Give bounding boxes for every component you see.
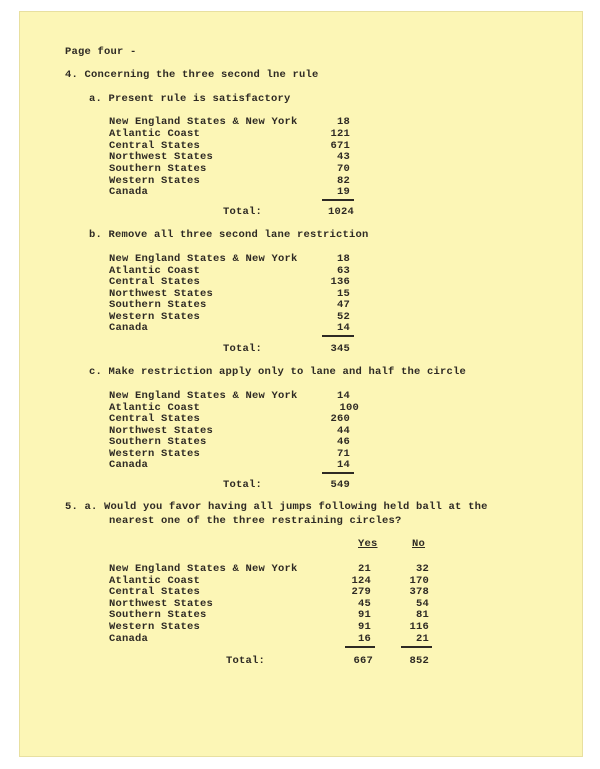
col-header-no: No	[412, 538, 426, 550]
total-value: 345	[330, 343, 350, 355]
yes-value: 91	[357, 609, 371, 621]
table-row-label: Canada	[109, 186, 149, 198]
yes-value: 16	[357, 633, 371, 645]
no-value: 378	[409, 586, 429, 598]
yes-value: 21	[357, 563, 371, 575]
total-label: Total:	[226, 655, 266, 667]
q4a-heading: a. Present rule is satisfactory	[89, 93, 291, 105]
total-label: Total:	[223, 343, 263, 355]
document-page	[20, 12, 582, 756]
table-row-value: 63	[336, 265, 350, 277]
no-value: 32	[415, 563, 429, 575]
table-row-value: 71	[336, 448, 350, 460]
page-header: Page four -	[65, 46, 137, 58]
table-row-label: Central States	[109, 413, 201, 425]
total-no-value: 852	[409, 655, 429, 667]
table-row-value: 19	[336, 186, 350, 198]
sum-rule-yes	[345, 646, 375, 648]
total-yes-value: 667	[353, 655, 373, 667]
q4-title: 4. Concerning the three second lne rule	[65, 69, 319, 81]
table-row-label: Southern States	[109, 436, 207, 448]
table-row-value: 82	[336, 175, 350, 187]
no-value: 116	[409, 621, 429, 633]
table-row-label: Canada	[109, 459, 149, 471]
table-row-value: 100	[339, 402, 359, 414]
table-row-value: 14	[336, 390, 350, 402]
table-row-label: Central States	[109, 586, 201, 598]
table-row-value: 46	[336, 436, 350, 448]
q4b-heading: b. Remove all three second lane restriction	[89, 229, 369, 241]
table-row-value: 70	[336, 163, 350, 175]
table-row-label: Southern States	[109, 163, 207, 175]
table-row-value: 47	[336, 299, 350, 311]
table-row-label: Central States	[109, 276, 201, 288]
sum-rule-no	[401, 646, 432, 648]
no-value: 54	[415, 598, 429, 610]
yes-value: 279	[351, 586, 371, 598]
table-row-value: 671	[330, 140, 350, 152]
table-row-value: 136	[330, 276, 350, 288]
q5-title-line1: 5. a. Would you favor having all jumps following held ball at the	[65, 501, 488, 513]
total-label: Total:	[223, 479, 263, 491]
q5-title-line2: nearest one of the three restraining circles?	[109, 515, 402, 527]
table-row-label: Southern States	[109, 299, 207, 311]
table-row-label: Atlantic Coast	[109, 402, 201, 414]
total-label: Total:	[223, 206, 263, 218]
no-value: 81	[415, 609, 429, 621]
table-row-label: New England States & New York	[109, 390, 298, 402]
table-row-value: 44	[336, 425, 350, 437]
table-row-label: Western States	[109, 311, 201, 323]
table-row-label: Northwest States	[109, 598, 214, 610]
table-row-label: Atlantic Coast	[109, 265, 201, 277]
table-row-label: Canada	[109, 633, 149, 645]
total-value: 1024	[327, 206, 354, 218]
table-row-label: Canada	[109, 322, 149, 334]
table-row-value: 18	[336, 253, 350, 265]
table-row-value: 52	[336, 311, 350, 323]
table-row-label: New England States & New York	[109, 253, 298, 265]
yes-value: 45	[357, 598, 371, 610]
table-row-label: Western States	[109, 621, 201, 633]
table-row-value: 14	[336, 322, 350, 334]
total-value: 549	[330, 479, 350, 491]
table-row-label: Central States	[109, 140, 201, 152]
table-row-value: 121	[330, 128, 350, 140]
sum-rule	[322, 472, 354, 474]
table-row-label: Southern States	[109, 609, 207, 621]
table-row-value: 260	[330, 413, 350, 425]
table-row-label: New England States & New York	[109, 116, 298, 128]
table-row-label: Western States	[109, 448, 201, 460]
sum-rule	[322, 199, 354, 201]
no-value: 170	[409, 575, 429, 587]
yes-value: 124	[351, 575, 371, 587]
table-row-label: Northwest States	[109, 288, 214, 300]
table-row-value: 18	[336, 116, 350, 128]
q4c-heading: c. Make restriction apply only to lane and half the circle	[89, 366, 467, 378]
table-row-label: Atlantic Coast	[109, 575, 201, 587]
col-header-yes: Yes	[358, 538, 378, 550]
table-row-value: 43	[336, 151, 350, 163]
sum-rule	[322, 335, 354, 337]
table-row-value: 14	[336, 459, 350, 471]
table-row-label: Northwest States	[109, 425, 214, 437]
table-row-label: New England States & New York	[109, 563, 298, 575]
table-row-label: Atlantic Coast	[109, 128, 201, 140]
table-row-value: 15	[336, 288, 350, 300]
no-value: 21	[415, 633, 429, 645]
table-row-label: Northwest States	[109, 151, 214, 163]
yes-value: 91	[357, 621, 371, 633]
table-row-label: Western States	[109, 175, 201, 187]
